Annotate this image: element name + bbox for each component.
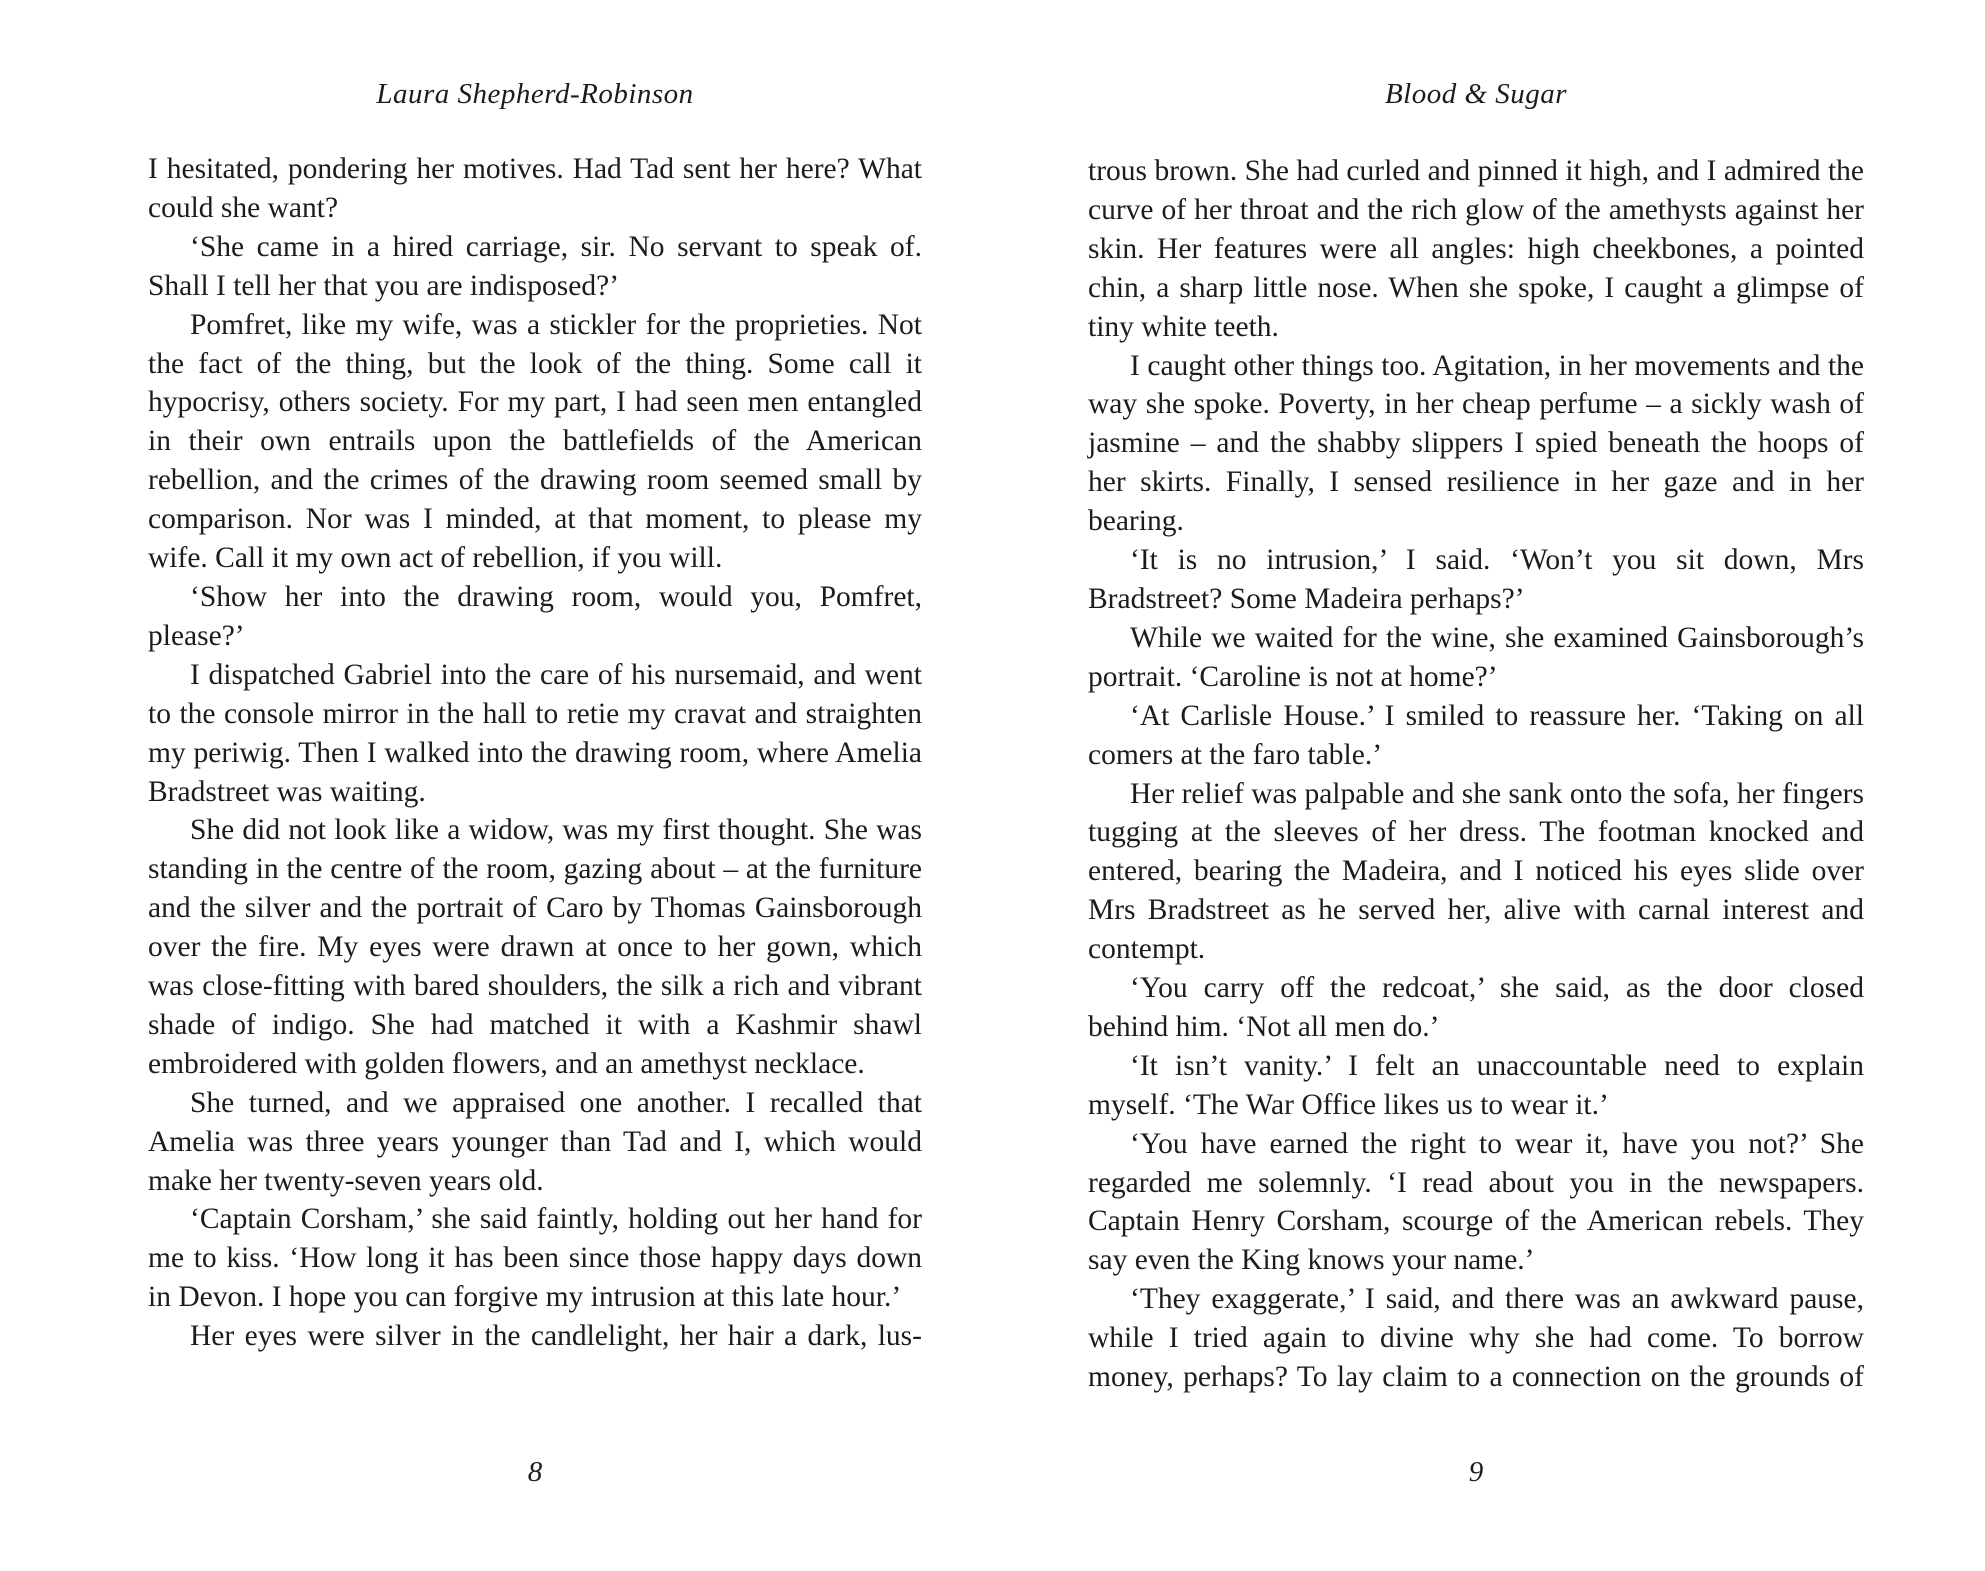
running-head-title: Blood & Sugar — [1384, 78, 1568, 110]
paragraph: I caught other things too. Agitation, in her movements and the way she spoke. Poverty, in her cheap perfume – a sickly wash of jasmine – and the shabby slippers I spied beneath the hoops of her skirts. Finally, I sensed resilience in her gaze and in her bearing. — [1088, 349, 1864, 538]
paragraph: ‘You carry off the redcoat,’ she said, as the door closed behind him. ‘Not all men do.’ — [1088, 972, 1864, 1043]
paragraph: Pomfret, like my wife, was a stickler for the proprieties. Not the fact of the thing, but the look of the thing. Some call it hypocrisy, others society. For my part, I had seen men entangled in their own entrails upon the battlefields of the American rebellion, and the crimes of the drawing room seemed small by comparison. Nor was I minded, at that moment, to please my wife. Call it my own act of rebellion, if you will. — [148, 308, 922, 575]
running-head-author: Laura Shepherd-Robinson — [376, 78, 694, 110]
page-number: 8 — [527, 1456, 543, 1488]
paragraph: Her relief was palpable and she sank onto the sofa, her fingers tugging at the sleeves of her dress. The footman knocked and entered, bearing the Madeira, and I noticed his eyes slide over Mrs Bradstreet as he served her, alive with carnal interest and contempt. — [1088, 777, 1864, 966]
paragraph: ‘It is no intrusion,’ I said. ‘Won’t you sit down, Mrs Bradstreet? Some Madeira perhaps?’ — [1088, 544, 1864, 615]
paragraph: ‘They exaggerate,’ I said, and there was an awkward pause, while I tried again to divine why she had come. To borrow money, perhaps? To lay claim to a connection on the grounds of — [1088, 1283, 1864, 1394]
paragraph: ‘Show her into the drawing room, would you, Pomfret, please?’ — [148, 580, 922, 652]
paragraph: ‘Captain Corsham,’ she said faintly, holding out her hand for me to kiss. ‘How long it has been since those happy days down in Devon. I hope you can forgive my intrusion at this late hour.’ — [148, 1203, 922, 1314]
body-text — [148, 150, 922, 1356]
body-text — [1088, 152, 1864, 1397]
paragraph: ‘It isn’t vanity.’ I felt an unaccountable need to explain myself. ‘The War Office likes us to wear it.’ — [1088, 1049, 1864, 1121]
paragraph: ‘You have earned the right to wear it, have you not?’ She regarded me solemnly. ‘I read about you in the newspapers. Captain Henry Corsham, scourge of the American rebels. They say even the King knows your name.’ — [1088, 1127, 1864, 1277]
paragraph: She turned, and we appraised one another. I recalled that Amelia was three years younger than Tad and I, which would make her twenty-seven years old. — [148, 1086, 922, 1197]
paragraph: ‘She came in a hired carriage, sir. No servant to speak of. Shall I tell her that you are indisposed?’ — [148, 230, 922, 302]
paragraph: I dispatched Gabriel into the care of his nursemaid, and went to the console mirror in the hall to retie my cravat and straighten my periwig. Then I walked into the drawing room, where Amelia Bradstreet was waiting. — [148, 658, 922, 808]
paragraph: She did not look like a widow, was my first thought. She was standing in the centre of the room, gazing about – at the furniture and the silver and the portrait of Caro by Thomas Gainsborough over the fire. My eyes were drawn at once to her gown, which was close-fitting with bared shoulders, the silk a rich and vibrant shade of indigo. She had matched it with a Kashmir shawl embroidered with golden flowers, and an amethyst necklace. — [148, 814, 922, 1080]
paragraph: trous brown. She had curled and pinned it high, and I admired the curve of her throat and the rich glow of the amethysts against her skin. Her features were all angles: high cheekbones, a pointed chin, a sharp little nose. When she spoke, I caught a glimpse of tiny white teeth. — [1088, 155, 1864, 343]
page-number: 9 — [1468, 1456, 1484, 1488]
paragraph: While we waited for the wine, she examined Gainsborough’s portrait. ‘Caroline is not at home?’ — [1088, 621, 1864, 693]
paragraph: I hesitated, pondering her motives. Had Tad sent her here? What could she want? — [148, 153, 922, 224]
paragraph: ‘At Carlisle House.’ I smiled to reassure her. ‘Taking on all comers at the faro table.’ — [1088, 699, 1864, 771]
paragraph: Her eyes were silver in the candlelight, her hair a dark, lus- — [190, 1320, 922, 1353]
